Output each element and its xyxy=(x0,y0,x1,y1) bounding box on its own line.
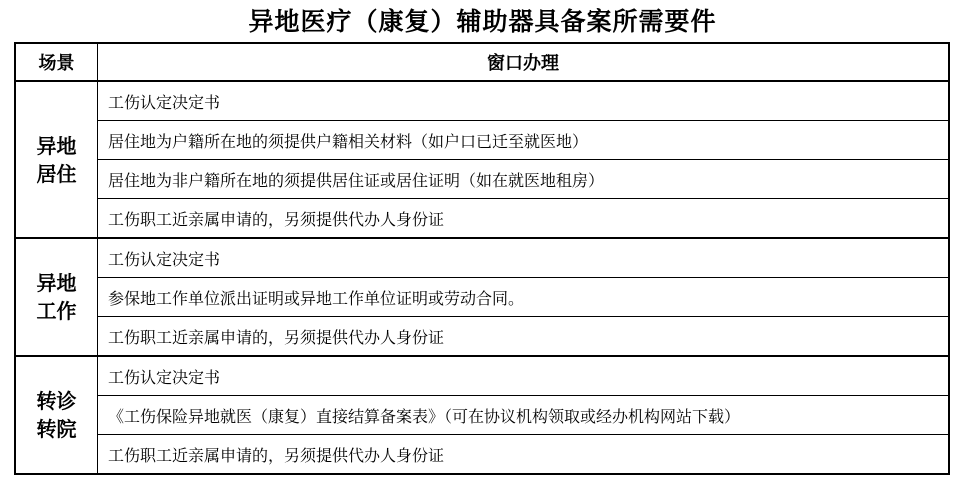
header-window: 窗口办理 xyxy=(98,43,950,81)
table-row xyxy=(15,199,949,239)
requirement-item: 工伤职工近亲属申请的，另须提供代办人身份证 xyxy=(98,199,950,239)
table-row xyxy=(15,317,949,357)
requirement-item: 居住地为户籍所在地的须提供户籍相关材料（如户口已迁至就医地） xyxy=(98,121,950,160)
table-header-row xyxy=(15,43,949,81)
table-row xyxy=(15,238,949,278)
table-row xyxy=(15,356,949,396)
requirement-item: 工伤认定决定书 xyxy=(98,238,950,278)
table-row xyxy=(15,81,949,121)
scene-cell-work-away: 异地工作 xyxy=(15,238,98,356)
requirement-item: 工伤认定决定书 xyxy=(98,81,950,121)
requirements-table xyxy=(14,42,950,475)
requirement-item: 《工伤保险异地就医（康复）直接结算备案表》（可在协议机构领取或经办机构网站下载） xyxy=(98,396,950,435)
document-title: 异地医疗（康复）辅助器具备案所需要件 xyxy=(248,7,717,36)
table-row xyxy=(15,121,949,160)
requirement-item: 工伤职工近亲属申请的，另须提供代办人身份证 xyxy=(98,317,950,357)
requirement-item: 参保地工作单位派出证明或异地工作单位证明或劳动合同。 xyxy=(98,278,950,317)
scene-cell-referral: 转诊转院 xyxy=(15,356,98,474)
scene-cell-live-away: 异地居住 xyxy=(15,81,98,238)
table-row xyxy=(15,160,949,199)
table-row xyxy=(15,396,949,435)
requirement-item: 居住地为非户籍所在地的须提供居住证或居住证明（如在就医地租房） xyxy=(98,160,950,199)
table-row xyxy=(15,278,949,317)
requirement-item: 工伤职工近亲属申请的，另须提供代办人身份证 xyxy=(98,435,950,475)
header-scene: 场景 xyxy=(15,43,98,81)
requirement-item: 工伤认定决定书 xyxy=(98,356,950,396)
table-row xyxy=(15,435,949,475)
